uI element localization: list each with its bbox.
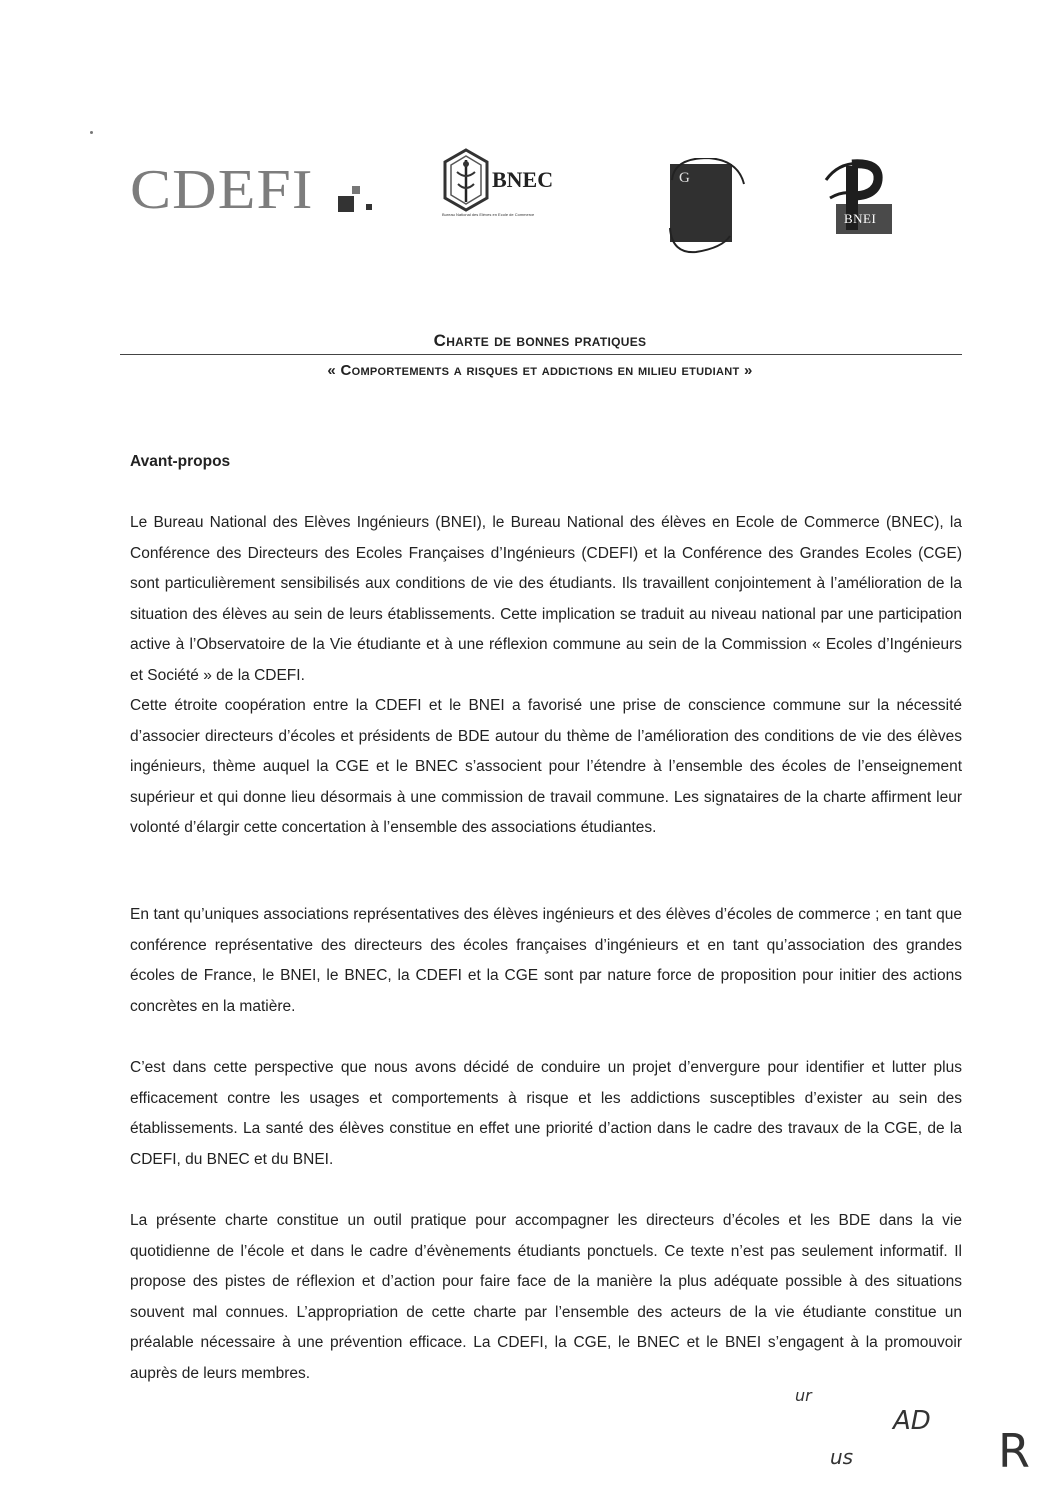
bnec-logo-tagline: Bureau National des Elèves en Ecole de Commerce xyxy=(442,212,535,217)
paragraph: Le Bureau National des Elèves Ingénieurs (BNEI), le Bureau National des élèves en Ecole de Commerce (BNEC), la Conférence des Directeurs des Ecoles Françaises d’Ingénieurs (CDEFI) et la Conférence des Grandes Ecoles (CGE) sont particulièrement sensibilisés aux conditions de vie des étudiants. Ils travaillent conjointement à l’amélioration de la situation des élèves au sein de leurs établissements. Cette implication se traduit au niveau national par une participation active à l’Observatoire de la Vie étudiante et à une réflexion commune au sein de la Commission « Ecoles d’Ingénieurs et Société » de la CDEFI. xyxy=(130,514,962,684)
cge-logo-text: G xyxy=(679,170,690,186)
cdefi-logo-square xyxy=(366,204,372,210)
cge-logo-graphic xyxy=(660,158,750,258)
bnei-logo xyxy=(822,158,892,236)
bnec-logo-text: BNEC xyxy=(492,167,554,192)
handwritten-initials: ur xyxy=(795,1386,812,1405)
section-heading: Avant-propos xyxy=(130,453,231,470)
paragraph: Cette étroite coopération entre la CDEFI et le BNEI a favorisé une prise de conscience commune sur la nécessité d’associer directeurs d’écoles et présidents de BDE autour du thème de l’amélioration des conditions de vie des élèves ingénieurs, thème auquel la CGE et le BNEC s’associent pour l’étendre à l’ensemble des écoles de l’enseignement supérieur et qui donne lieu désormais à une commission de travail commune. Les signataires de la charte affirment leur volonté d’élargir cette concertation à l’ensemble des associations étudiantes. xyxy=(130,697,962,836)
paragraph: En tant qu’uniques associations représentatives des élèves ingénieurs et des élèves d’écoles de commerce ; en tant que conférence représentative des directeurs des écoles françaises d’ingénieurs et en tant qu’association des grandes écoles de France, le BNEI, le BNEC, la CDEFI et la CGE sont par nature force de proposition pour initier des actions concrètes en la matière. xyxy=(130,906,962,1015)
bnec-logo xyxy=(440,148,600,228)
paragraph: C’est dans cette perspective que nous avons décidé de conduire un projet d’envergure pour identifier et lutter plus efficacement contre les usages et comportements à risque et les addictions susceptibles d’exister au sein des établissements. La santé des élèves constitue en effet une priorité d’action dans le cadre des travaux de la CGE, de la CDEFI, du BNEC et du BNEI. xyxy=(130,1059,962,1168)
title-divider xyxy=(120,354,962,355)
handwritten-initials: us xyxy=(830,1445,854,1469)
bnec-emblem-icon xyxy=(443,148,489,214)
handwritten-initials: R xyxy=(998,1424,1030,1478)
paragraph-intro xyxy=(130,508,962,844)
cdefi-logo-square xyxy=(352,186,360,194)
page-subtitle: « Comportements a risques et addictions en milieu etudiant » xyxy=(327,362,753,379)
cge-logo xyxy=(660,158,750,258)
bnei-logo-text: BNEI xyxy=(844,211,877,226)
page-title: Charte de bonnes pratiques xyxy=(433,331,647,350)
handwritten-initials: AD xyxy=(893,1406,931,1436)
cdefi-logo xyxy=(130,160,380,220)
scan-speck xyxy=(90,131,93,134)
paragraph: La présente charte constitue un outil pratique pour accompagner les directeurs d’écoles et les BDE dans la vie quotidienne de l’école et dans le cadre d’évènements étudiants ponctuels. Ce texte n’est pas seulement informatif. Il propose des pistes de réflexion et d’action pour faire face de la manière la plus adéquate possible à des situations souvent mal connues. L’appropriation de cette charte par l’ensemble des acteurs de la vie étudiante constitue un préalable nécessaire à une prévention efficace. La CDEFI, la CGE, le BNEC et le BNEI s’engagent à la promouvoir auprès de leurs membres. xyxy=(130,1212,962,1382)
cdefi-logo-square xyxy=(338,196,354,212)
cdefi-logo-text: CDEFI xyxy=(130,159,314,221)
